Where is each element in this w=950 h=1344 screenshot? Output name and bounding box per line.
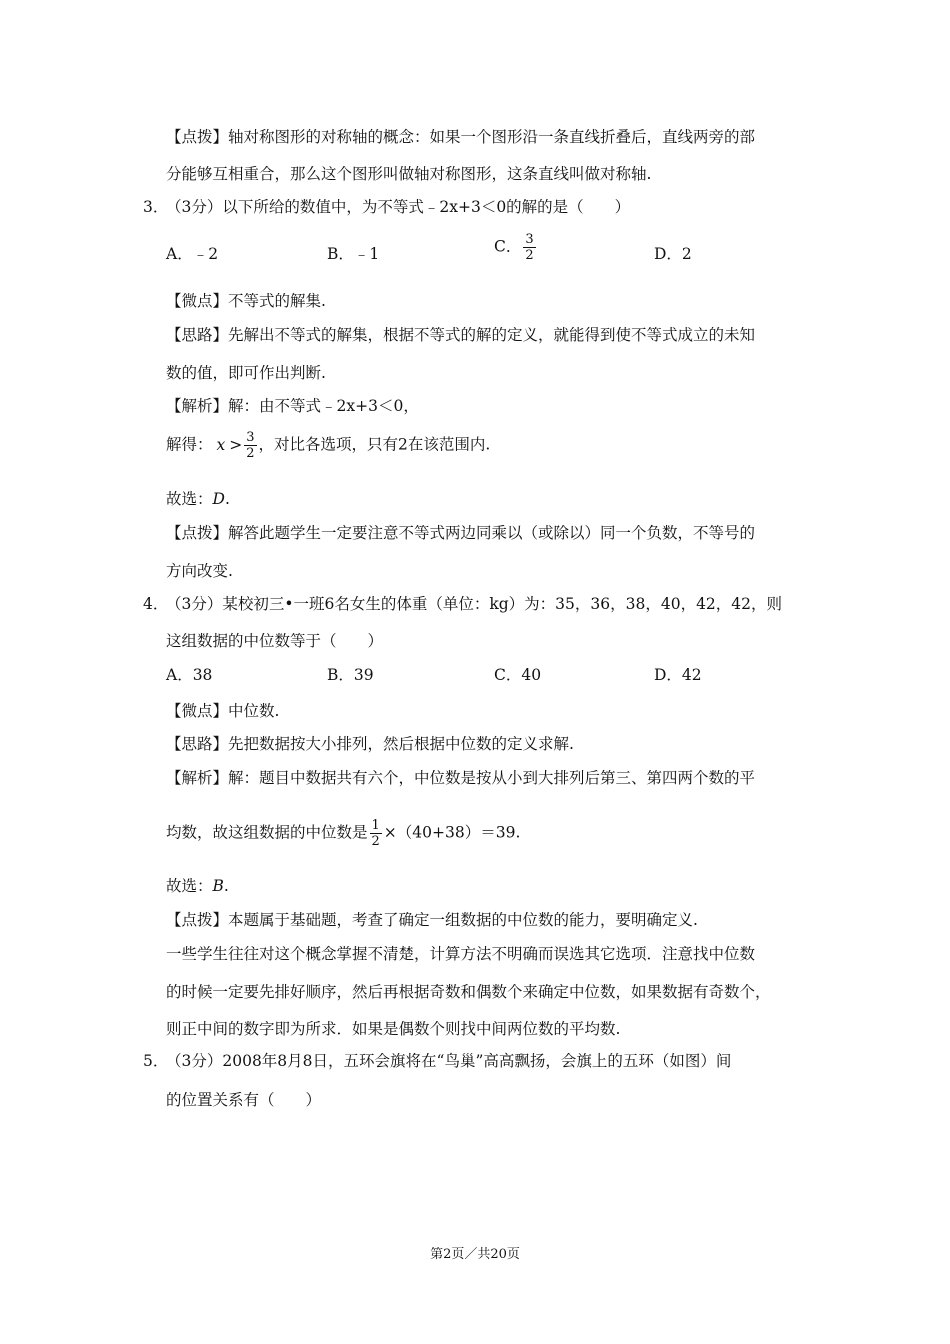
q3-solve-numerator: 3 bbox=[246, 430, 255, 445]
q4-stem-line-2: 这组数据的中位数等于（ ） bbox=[166, 632, 384, 650]
q3-tip-line-2: 方向改变. bbox=[166, 562, 233, 580]
q4-answer-prefix: 故选： bbox=[166, 877, 213, 895]
q3-option-c-fraction bbox=[523, 232, 535, 263]
page-footer: 第2页／共20页 bbox=[430, 1247, 520, 1262]
q3-option-d: D．2 bbox=[654, 245, 692, 263]
q3-solve-line bbox=[166, 430, 490, 461]
q4-analysis-prefix: 均数，故这组数据的中位数是 bbox=[166, 823, 368, 842]
q3-option-b: B．﹣1 bbox=[327, 245, 380, 263]
q3-idea-line-1: 【思路】先解出不等式的解集，根据不等式的解的定义，就能得到使不等式成立的未知 bbox=[166, 326, 756, 344]
q3-solve-suffix: ，对比各选项，只有2在该范围内. bbox=[258, 435, 491, 454]
q3-option-c-denominator: 2 bbox=[525, 248, 534, 263]
q4-analysis-line-2 bbox=[166, 818, 520, 849]
q3-stem: （3分）以下所给的数值中，为不等式﹣2x+3＜0的解的是（ ） bbox=[166, 198, 631, 216]
q4-answer-suffix: . bbox=[223, 877, 229, 895]
q4-analysis-line-1: 【解析】解：题目中数据共有六个，中位数是按从小到大排列后第三、第四两个数的平 bbox=[166, 769, 756, 787]
q4-stem-line-1: （3分）某校初三•一班6名女生的体重（单位：kg）为：35，36，38，40，42，42，则 bbox=[166, 595, 783, 613]
q3-answer bbox=[166, 488, 230, 510]
q4-point: 【微点】中位数. bbox=[166, 702, 280, 720]
q3-solve-prefix: 解得： bbox=[166, 435, 213, 454]
q3-analysis: 【解析】解：由不等式﹣2x+3＜0， bbox=[166, 397, 419, 415]
q4-option-a: A．38 bbox=[166, 666, 213, 684]
q3-solve-fraction bbox=[244, 430, 256, 461]
q3-number: 3． bbox=[143, 198, 169, 216]
q4-analysis-fraction bbox=[370, 818, 382, 849]
q4-tip-line-3: 的时候一定要先排好顺序，然后再根据奇数和偶数个来确定中位数，如果数据有奇数个， bbox=[166, 983, 771, 1001]
q3-option-c-label: C． bbox=[494, 237, 522, 256]
q4-option-d: D．42 bbox=[654, 666, 702, 684]
q4-answer-choice: B bbox=[212, 877, 224, 895]
q3-point: 【微点】不等式的解集. bbox=[166, 292, 326, 310]
q3-solve-gt: > bbox=[229, 435, 243, 454]
q4-number: 4． bbox=[143, 595, 169, 613]
q3-solve-denominator: 2 bbox=[246, 446, 255, 461]
q3-option-a: A．﹣2 bbox=[166, 245, 219, 263]
q4-tip-line-1: 【点拨】本题属于基础题，考查了确定一组数据的中位数的能力，要明确定义. bbox=[166, 911, 698, 929]
q4-analysis-numerator: 1 bbox=[371, 818, 380, 833]
q4-idea: 【思路】先把数据按大小排列，然后根据中位数的定义求解. bbox=[166, 735, 574, 753]
q4-analysis-denominator: 2 bbox=[371, 834, 380, 849]
q5-number: 5． bbox=[143, 1052, 169, 1070]
prev-tip-line-2: 分能够互相重合，那么这个图形叫做轴对称图形，这条直线叫做对称轴. bbox=[166, 165, 652, 183]
prev-tip-line-1: 【点拨】轴对称图形的对称轴的概念：如果一个图形沿一条直线折叠后，直线两旁的部 bbox=[166, 128, 756, 146]
q4-option-c: C．40 bbox=[494, 666, 542, 684]
q3-idea-line-2: 数的值，即可作出判断. bbox=[166, 364, 326, 382]
q3-solve-var: x bbox=[216, 435, 226, 454]
q5-stem-line-2: 的位置关系有（ ） bbox=[166, 1091, 322, 1109]
q3-answer-prefix: 故选： bbox=[166, 490, 213, 508]
q4-option-b: B．39 bbox=[327, 666, 374, 684]
q4-answer bbox=[166, 875, 229, 897]
q3-answer-suffix: . bbox=[224, 490, 230, 508]
q4-analysis-suffix: ×（40+38）＝39. bbox=[383, 823, 521, 842]
q3-option-c-numerator: 3 bbox=[525, 232, 534, 247]
q3-option-c bbox=[494, 232, 538, 263]
q4-tip-line-2: 一些学生往往对这个概念掌握不清楚，计算方法不明确而误选其它选项．注意找中位数 bbox=[166, 945, 756, 963]
q3-tip-line-1: 【点拨】解答此题学生一定要注意不等式两边同乘以（或除以）同一个负数，不等号的 bbox=[166, 524, 756, 542]
q3-answer-choice: D bbox=[212, 490, 225, 508]
q4-tip-line-4: 则正中间的数字即为所求．如果是偶数个则找中间两位数的平均数. bbox=[166, 1020, 621, 1038]
q5-stem-line-1: （3分）2008年8月8日，五环会旗将在“鸟巢”高高飘扬，会旗上的五环（如图）间 bbox=[166, 1052, 732, 1070]
